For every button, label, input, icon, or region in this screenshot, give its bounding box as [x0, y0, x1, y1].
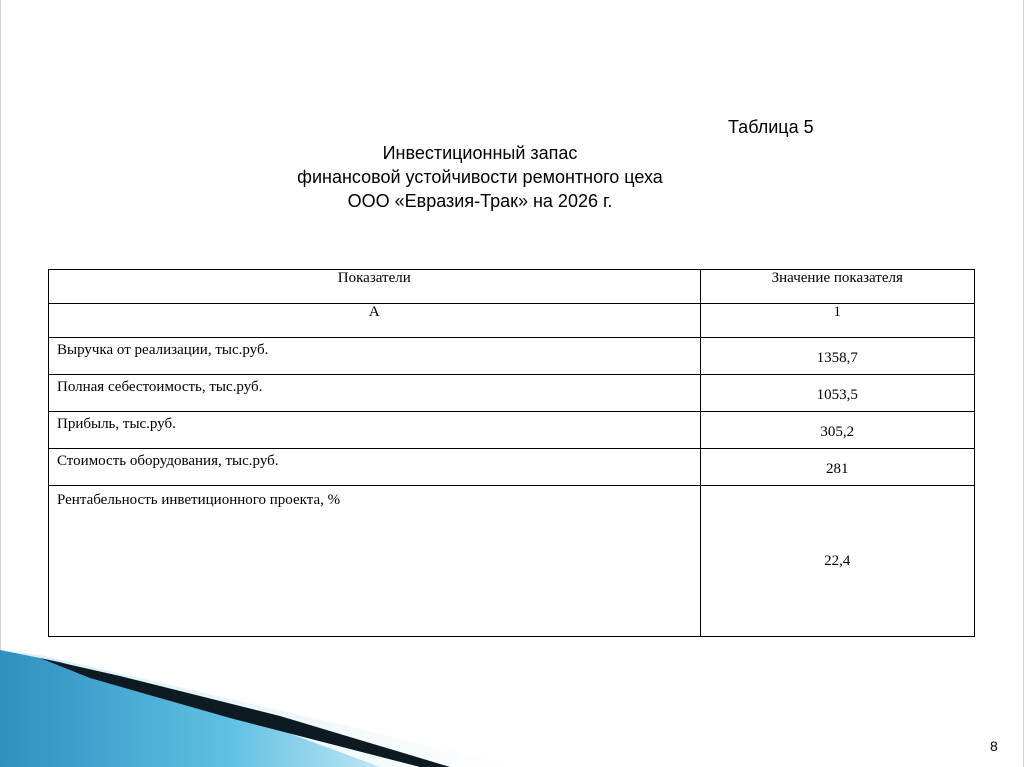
- row-value: 281: [700, 449, 974, 486]
- row-label: Полная себестоимость, тыс.руб.: [49, 375, 701, 412]
- row-label: Стоимость оборудования, тыс.руб.: [49, 449, 701, 486]
- row-label: Выручка от реализации, тыс.руб.: [49, 338, 701, 375]
- row-value: 1358,7: [700, 338, 974, 375]
- row-value: 22,4: [700, 486, 974, 637]
- swoosh-blue: [0, 650, 380, 767]
- index-label: А: [49, 304, 701, 338]
- header-indicators: Показатели: [49, 270, 701, 304]
- index-value: 1: [700, 304, 974, 338]
- title-line-3: ООО «Евразия-Трак» на 2026 г.: [347, 191, 613, 211]
- title-line-1: Инвестиционный запас: [382, 143, 578, 163]
- row-label: Рентабельность инветиционного проекта, %: [49, 486, 701, 637]
- row-value: 1053,5: [700, 375, 974, 412]
- table-number: Таблица 5: [728, 117, 814, 137]
- title-line-2: финансовой устойчивости ремонтного цеха: [297, 167, 663, 187]
- row-value: 305,2: [700, 412, 974, 449]
- header-value: Значение показателя: [700, 270, 974, 304]
- page-number: 8: [990, 738, 998, 754]
- row-label: Прибыль, тыс.руб.: [49, 412, 701, 449]
